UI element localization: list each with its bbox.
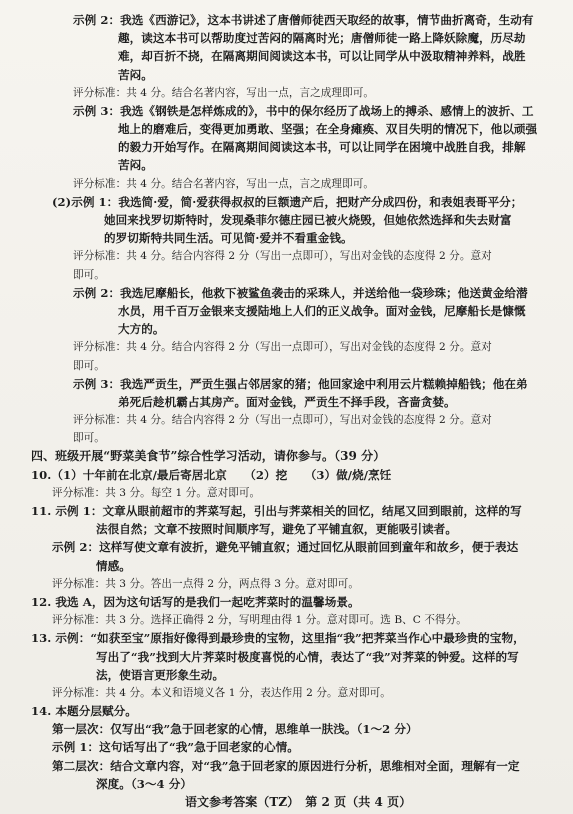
text-line: 大方的。 [118, 322, 165, 336]
text-line: 写出了“我”找到大片荠菜时极度喜悦的心情，表达了“我”对荠菜的钟爱。这样的写 [96, 650, 519, 664]
text-line: (2)示例 1：我选简·爱，简·爱获得叔叔的巨额遗产后，把财产分成四份，和表姐表哥平分； [52, 195, 523, 209]
text-line: 13. 示例：“如获至宝”原指好像得到最珍贵的宝物，这里指“我”把荠菜当作心中最珍贵的宝物， [31, 631, 525, 645]
text-line: 苦闷。 [118, 158, 153, 172]
text-line: 苦闷。 [118, 68, 153, 82]
text-line: 的毅力开始写作。在隔离期间阅读这本书，可以让同学在困境中战胜自我，排解 [118, 140, 526, 154]
text-line: 法很自然；文章不按照时间顺序写，避免了平铺直叙，更能吸引读者。 [96, 522, 457, 536]
text-line: 她回来找罗切斯特时，发现桑菲尔德庄园已被火烧毁，但她依然选择和失去财富 [104, 213, 512, 227]
scoring-note: 即可。 [73, 269, 105, 281]
text-line: 的罗切斯特共同生活。可见简·爱并不看重金钱。 [104, 231, 353, 245]
scoring-note: 评分标准：共 4 分。结合名著内容，写出一点，言之成理即可。 [73, 87, 375, 99]
text-line: 示例 1：这句话写出了“我”急于回老家的心情。 [52, 740, 299, 754]
text-line: 第一层次：仅写出“我”急于回老家的心情，思维单一肤浅。（1～2 分） [52, 722, 418, 736]
text-line: 11. 示例 1：文章从眼前超市的荠菜写起，引出与荠菜相关的回忆，结尾又回到眼前，这样的写 [31, 504, 522, 518]
text-line: 12. 我选 A，因为这句话写的是我们一起吃荠菜时的温馨场景。 [31, 595, 360, 609]
text-line: 趣，读这本书可以帮助度过苦闷的隔离时光；唐僧师徒一路上降妖除魔，历尽劫 [118, 31, 526, 45]
scoring-note: 即可。 [73, 360, 105, 372]
text-line: 地上的磨难后，变得更加勇敢、坚强；在全身瘫痪、双目失明的情况下，他以顽强 [118, 122, 538, 136]
section-heading: 四、班级开展“野菜美食节”综合性学习活动，请你参与。（39 分） [31, 449, 386, 463]
text-line: 示例 2：我选尼摩船长，他救下被鲨鱼袭击的采珠人，并送给他一袋珍珠；他送黄金给潜 [73, 286, 528, 300]
scoring-note: 评分标准：共 4 分。结合内容得 2 分（写出一点即可），写出对金钱的态度得 2 分。意对 [73, 414, 492, 426]
scoring-note: 评分标准：共 4 分。结合内容得 2 分（写出一点即可），写出对金钱的态度得 2 分。意对 [73, 341, 492, 353]
text-line: 第二层次：结合文章内容，对“我”急于回老家的原因进行分析，思维相对全面，理解有一定 [52, 759, 520, 773]
scoring-note: 评分标准：共 3 分。答出一点得 2 分，两点得 3 分。意对即可。 [52, 578, 359, 590]
text-line: 水员，用千百万金银来支援陆地上人们的正义战争。面对金钱，尼摩船长是慷慨 [118, 304, 526, 318]
text-line: 10.（1）十年前在北京/最后寄居北京 （2）挖 （3）做/烧/烹饪 [31, 468, 392, 482]
scoring-note: 评分标准：共 3 分。选择正确得 2 分，写明理由得 1 分。意对即可。选 B、C 不得分。 [52, 614, 467, 626]
text-line: 示例 2：这样写使文章有波折，避免平铺直叙；通过回忆从眼前回到童年和故乡，便于表达 [52, 540, 519, 554]
text-line: 深度。（3～4 分） [96, 777, 193, 791]
scoring-note: 评分标准：共 3 分。每空 1 分。意对即可。 [52, 487, 261, 499]
text-line: 示例 3：我选《钢铁是怎样炼成的》，书中的保尔经历了战场上的搏杀、感情上的波折、工 [73, 104, 534, 118]
scoring-note: 评分标准：共 4 分。本义和语境义各 1 分，表达作用 2 分。意对即可。 [52, 687, 391, 699]
page-footer: 语文参考答案（TZ） 第 2 页（共 4 页） [185, 795, 412, 809]
text-line: 弟死后趁机霸占其房产。面对金钱，严贡生不择手段，吝啬贪婪。 [118, 395, 456, 409]
text-line: 法，使语言更形象生动。 [96, 668, 225, 682]
scoring-note: 评分标准：共 4 分。结合名著内容，写出一点，言之成理即可。 [73, 178, 375, 190]
text-line: 14. 本题分层赋分。 [31, 704, 137, 718]
text-line: 情感。 [96, 559, 131, 573]
scoring-note: 评分标准：共 4 分。结合内容得 2 分（写出一点即可），写出对金钱的态度得 2 分。意对 [73, 250, 492, 262]
text-line: 难，却百折不挠，在隔离期间阅读这本书，可以让同学从中汲取精神养料，战胜 [118, 49, 526, 63]
text-line: 示例 2：我选《西游记》，这本书讲述了唐僧师徒西天取经的故事，情节曲折离奇，生动有 [73, 13, 534, 27]
scoring-note: 即可。 [73, 432, 105, 444]
text-line: 示例 3：我选严贡生，严贡生强占邻居家的猪；他回家途中利用云片糕赖掉船钱；他在弟 [73, 377, 528, 391]
